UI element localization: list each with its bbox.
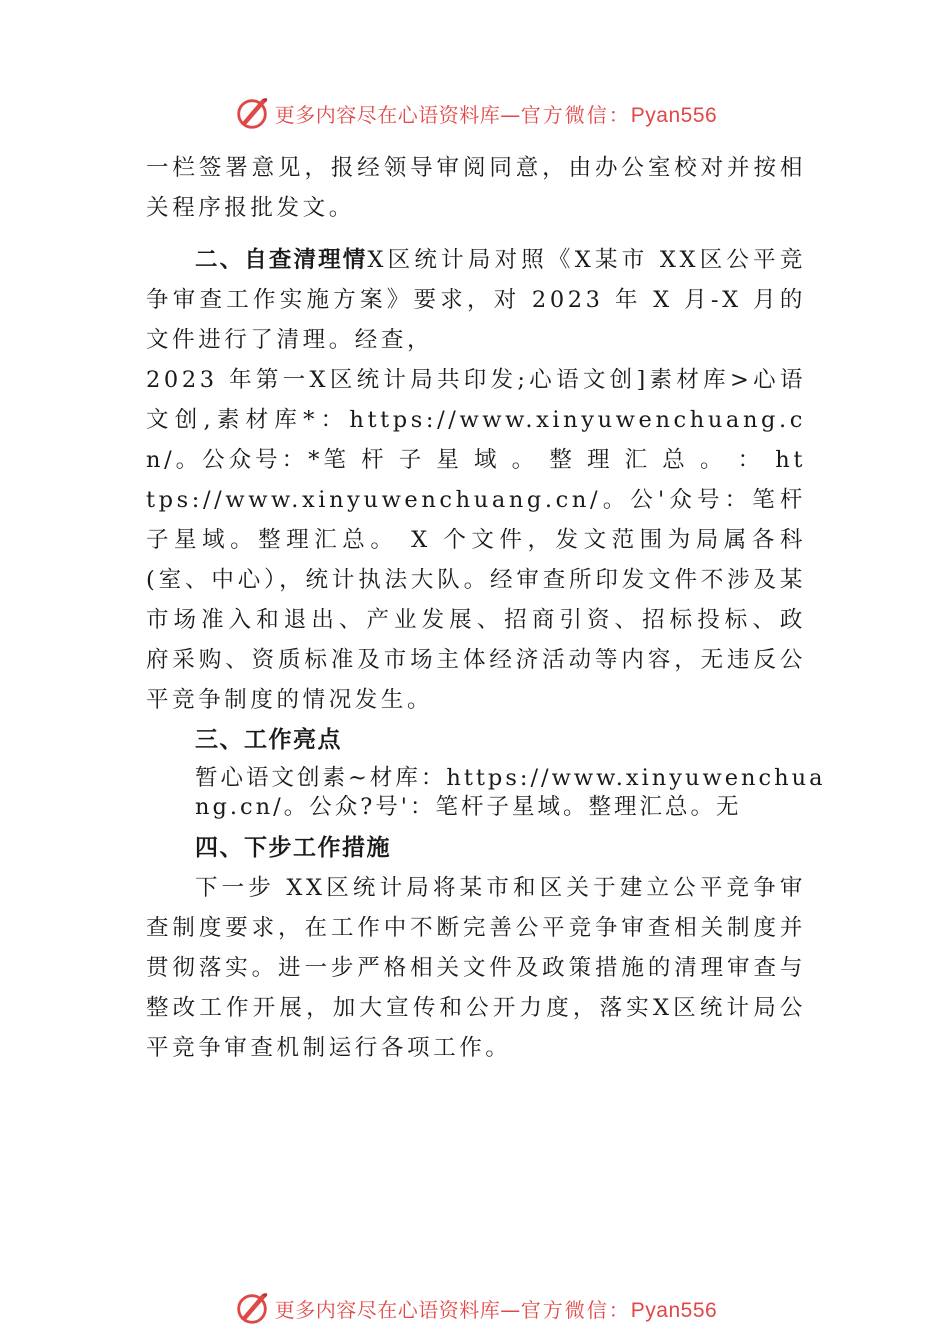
quill-logo-icon [233, 1289, 271, 1327]
watermark-text: 更多内容尽在心语资料库—官方微信：Pyan556 [274, 1297, 718, 1322]
section-4-heading: 四、下步工作措施 [195, 835, 391, 861]
header-watermark-banner [0, 93, 950, 133]
footer-watermark-banner [0, 1288, 950, 1328]
section-2-detail: 2023 年第一X区统计局共印发;心语文创]素材库>心语文创,素材库*：https://www.xinyuwenchuang.cn/。公众号：*笔 杆 子 星 域 。 整 理 汇 总 。 ： https://www.xinyuwenchuang.cn/。公'众号：笔杆子星域。整理汇总。 X 个文件，发文范围为局属各科(室、中心），统计执法大队。经审查所印发文件不涉及某市场准入和退出、产业发展、招商引资、招标投标、政 府采购、资质标准及市场主体经济活动等内容，无违反公平竞争制度的情况发生。 [146, 367, 806, 713]
section-2-text: X区统计局对照《X某市 XX区公平竞争审查工作实施方案》要求，对 2023 年 X 月-X 月的文件进行了清理。经查， [146, 247, 806, 353]
quill-logo-icon [233, 94, 271, 132]
section-3-heading: 三、工作亮点 [195, 727, 342, 753]
paragraph-continuation: 一栏签署意见，报经领导审阅同意，由办公室校对并按相关程序报批发文。 [146, 155, 806, 221]
section-2-paragraph [146, 240, 806, 360]
section-2-heading: 二、自查清理情 [195, 247, 368, 273]
watermark-text: 更多内容尽在心语资料库—官方微信：Pyan556 [274, 102, 718, 127]
section-4-text: 下一步 XX区统计局将某市和区关于建立公平竞争审查制度要求，在工作中不断完善公平竞争审查相关制度并贯彻落实。进一步严格相关文件及政策措施的清理审查与整改工作开展，加大宣传和公开力度，落实X区统计局公平竞争审查机制运行各项工作。 [146, 875, 806, 1061]
document-body [146, 148, 826, 1068]
section-3-text: 暂心语文创素~材库：https://www.xinyuwenchuang.cn/。公众?号'：笔杆子星域。整理汇总。无 [195, 765, 826, 820]
